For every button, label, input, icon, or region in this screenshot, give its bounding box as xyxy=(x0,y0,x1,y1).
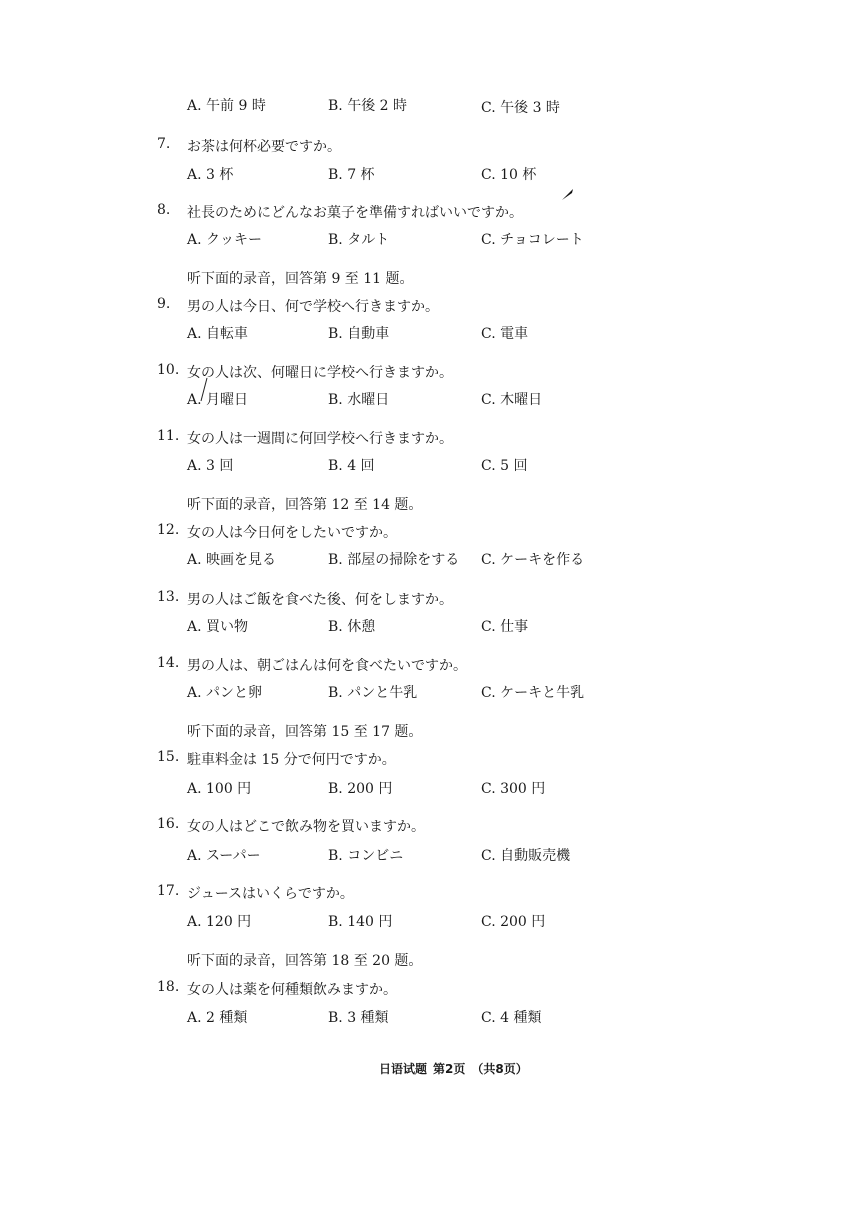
question-number: 12. xyxy=(157,522,180,538)
option-b: B. タルト xyxy=(328,232,390,248)
section-instruction: 听下面的录音，回答第 15 至 17 题。 xyxy=(187,724,423,740)
question-number: 7. xyxy=(157,136,171,152)
option-b: B. コンビニ xyxy=(328,848,404,864)
option-c: C. 10 杯 xyxy=(481,167,537,183)
option-a: A. 自転車 xyxy=(187,326,249,342)
question-text: 女の人は今日何をしたいですか。 xyxy=(187,525,397,541)
question-number: 8. xyxy=(157,202,171,218)
option-c: C. 5 回 xyxy=(481,458,528,474)
section-instruction: 听下面的录音，回答第 12 至 14 题。 xyxy=(187,497,423,513)
question-text: お茶は何杯必要ですか。 xyxy=(187,139,341,155)
question-number: 15. xyxy=(157,749,180,765)
option-b: B. 午後 2 時 xyxy=(328,98,407,114)
question-number: 9. xyxy=(157,296,171,312)
option-c: C. 午後 3 時 xyxy=(481,100,560,116)
option-b: B. 休憩 xyxy=(328,619,376,635)
question-text: 駐車料金は 15 分で何円ですか。 xyxy=(187,752,396,768)
page-footer xyxy=(379,1060,528,1077)
section-instruction: 听下面的录音，回答第 9 至 11 题。 xyxy=(187,271,414,287)
question-text: 女の人はどこで飲み物を買いますか。 xyxy=(187,819,425,835)
footer-page-total: （共8页） xyxy=(471,1062,528,1076)
option-a: A. 午前 9 時 xyxy=(187,98,266,114)
option-a: A. 映画を見る xyxy=(187,552,277,568)
option-a: A. 3 回 xyxy=(187,458,234,474)
pencil-stroke-icon xyxy=(199,377,209,403)
option-b: B. 自動車 xyxy=(328,326,390,342)
option-a: A. パンと卵 xyxy=(187,685,263,701)
option-c: C. 電車 xyxy=(481,326,529,342)
question-text: 女の人は一週間に何回学校へ行きますか。 xyxy=(187,431,453,447)
question-number: 10. xyxy=(157,362,180,378)
option-a: A. スーパー xyxy=(187,848,261,864)
option-b: B. 部屋の掃除をする xyxy=(328,552,460,568)
question-number: 13. xyxy=(157,589,180,605)
question-text: 女の人は薬を何種類飲みますか。 xyxy=(187,982,397,998)
option-b: B. 4 回 xyxy=(328,458,375,474)
option-b: B. 200 円 xyxy=(328,781,393,797)
question-number: 17. xyxy=(157,883,180,899)
option-b: B. 水曜日 xyxy=(328,392,390,408)
question-text: 男の人はご飯を食べた後、何をしますか。 xyxy=(187,592,453,608)
option-a: A. 3 杯 xyxy=(187,167,234,183)
option-b: B. 3 種類 xyxy=(328,1010,389,1026)
option-a: A. 買い物 xyxy=(187,619,249,635)
section-instruction: 听下面的录音，回答第 18 至 20 题。 xyxy=(187,953,423,969)
option-b: B. 7 杯 xyxy=(328,167,375,183)
option-a: A. 120 円 xyxy=(187,914,252,930)
option-c: C. 仕事 xyxy=(481,619,529,635)
question-number: 16. xyxy=(157,816,180,832)
footer-subject: 日语试题 xyxy=(379,1062,428,1076)
question-text: 男の人は今日、何で学校へ行きますか。 xyxy=(187,299,439,315)
question-text: ジュースはいくらですか。 xyxy=(187,886,354,902)
option-c: C. 300 円 xyxy=(481,781,546,797)
option-c: C. チョコレート xyxy=(481,232,584,248)
question-number: 18. xyxy=(157,979,180,995)
option-a: A. クッキー xyxy=(187,232,263,248)
footer-page-number: 第2页 xyxy=(433,1062,466,1076)
question-text: 女の人は次、何曜日に学校へ行きますか。 xyxy=(187,365,453,381)
option-c: C. 200 円 xyxy=(481,914,546,930)
option-b: B. 140 円 xyxy=(328,914,393,930)
option-a: A. 月曜日 xyxy=(187,392,249,408)
question-number: 11. xyxy=(157,428,180,444)
option-c: C. 木曜日 xyxy=(481,392,543,408)
question-text: 男の人は、朝ごはんは何を食べたいですか。 xyxy=(187,658,467,674)
option-c: C. ケーキと牛乳 xyxy=(481,685,585,701)
question-number: 14. xyxy=(157,655,180,671)
option-b: B. パンと牛乳 xyxy=(328,685,418,701)
option-c: C. 自動販売機 xyxy=(481,848,571,864)
pen-mark-icon xyxy=(560,188,574,202)
option-a: A. 100 円 xyxy=(187,781,252,797)
question-text: 社長のためにどんなお菓子を準備すればいいですか。 xyxy=(187,205,523,221)
option-c: C. 4 種類 xyxy=(481,1010,542,1026)
option-a: A. 2 種類 xyxy=(187,1010,248,1026)
option-c: C. ケーキを作る xyxy=(481,552,585,568)
